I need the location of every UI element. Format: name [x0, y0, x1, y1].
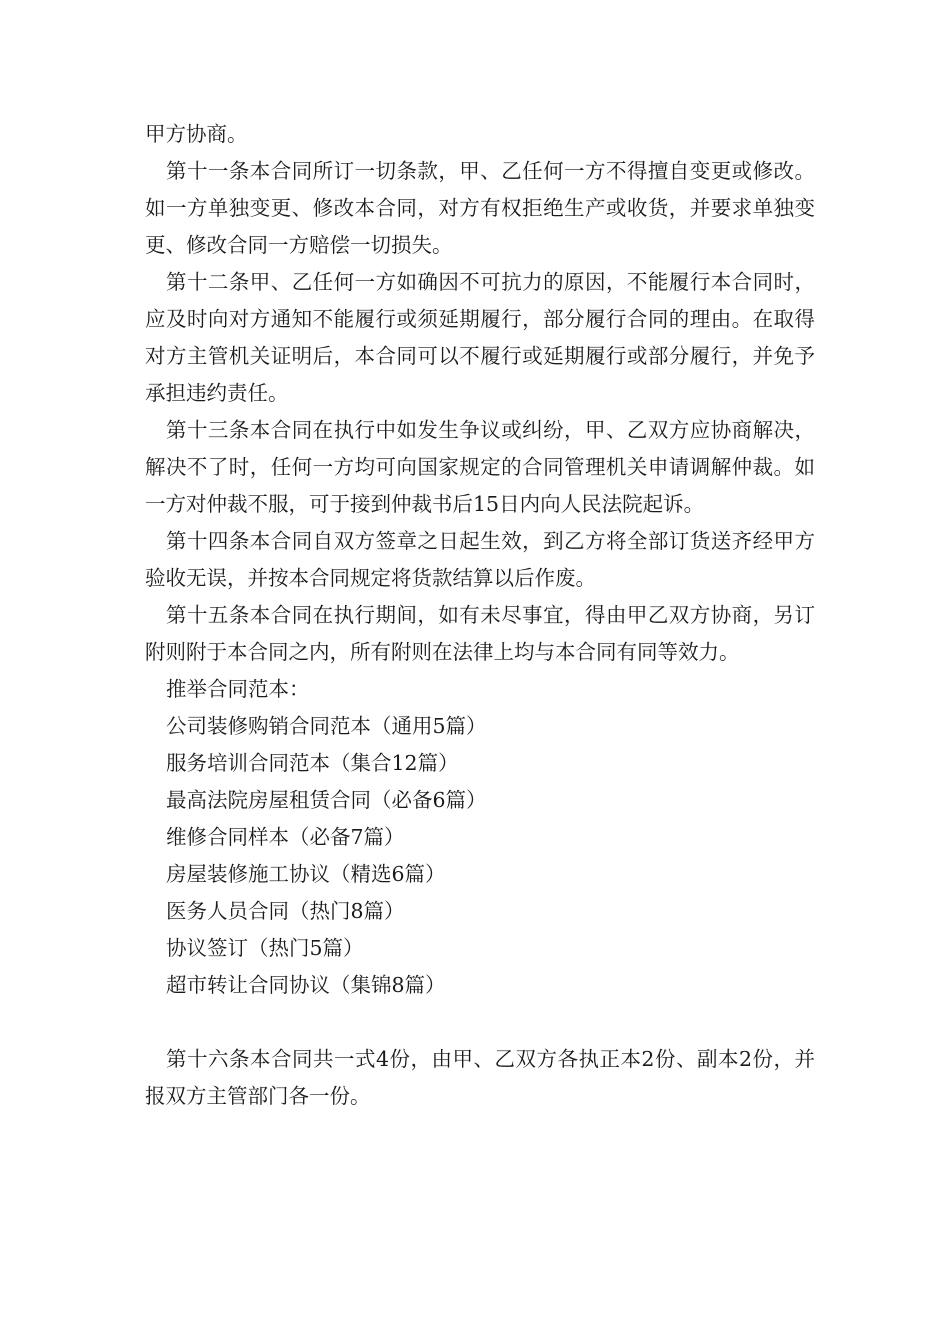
recommend-link[interactable]: 公司装修购销合同范本（通用5篇） [166, 714, 487, 738]
clause-11: 第十一条本合同所订一切条款，甲、乙任何一方不得擅自变更或修改。如一方单独变更、修改本合同，对方有权拒绝生产或收货，并要求单独变更、修改合同一方赔偿一切损失。 [145, 159, 815, 257]
clause-14: 第十四条本合同自双方签章之日起生效，到乙方将全部订货送齐经甲方验收无误，并按本合同规定将货款结算以后作废。 [145, 529, 815, 590]
clause-16: 第十六条本合同共一式4份，由甲、乙双方各执正本2份、副本2份，并报双方主管部门各一份。 [145, 1047, 815, 1108]
recommend-list [145, 708, 815, 1004]
recommend-link[interactable]: 房屋装修施工协议（精选6篇） [166, 862, 446, 886]
blank-line [145, 1004, 815, 1041]
recommend-link[interactable]: 医务人员合同（热门8篇） [166, 899, 405, 923]
clause-13: 第十三条本合同在执行中如发生争议或纠纷，甲、乙双方应协商解决，解决不了时，任何一方均可向国家规定的合同管理机关申请调解仲裁。如一方对仲裁不服，可于接到仲裁书后15日内向人民法院起诉。 [145, 418, 815, 516]
clause-15: 第十五条本合同在执行期间，如有未尽事宜，得由甲乙双方协商，另订附则附于本合同之内，所有附则在法律上均与本合同有同等效力。 [145, 603, 815, 664]
recommend-link[interactable]: 维修合同样本（必备7篇） [166, 825, 405, 849]
document-body [145, 116, 815, 1115]
clause-12: 第十二条甲、乙任何一方如确因不可抗力的原因，不能履行本合同时，应及时向对方通知不能履行或须延期履行，部分履行合同的理由。在取得对方主管机关证明后，本合同可以不履行或延期履行或部分履行，并免予承担违约责任。 [145, 270, 815, 405]
recommend-heading: 推举合同范本： [166, 677, 310, 701]
recommend-link[interactable]: 超市转让合同协议（集锦8篇） [166, 973, 446, 997]
recommend-link[interactable]: 服务培训合同范本（集合12篇） [166, 751, 459, 775]
recommend-link[interactable]: 最高法院房屋租赁合同（必备6篇） [166, 788, 487, 812]
recommend-link[interactable]: 协议签订（热门5篇） [166, 936, 364, 960]
paragraph-continuation: 甲方协商。 [145, 122, 248, 146]
